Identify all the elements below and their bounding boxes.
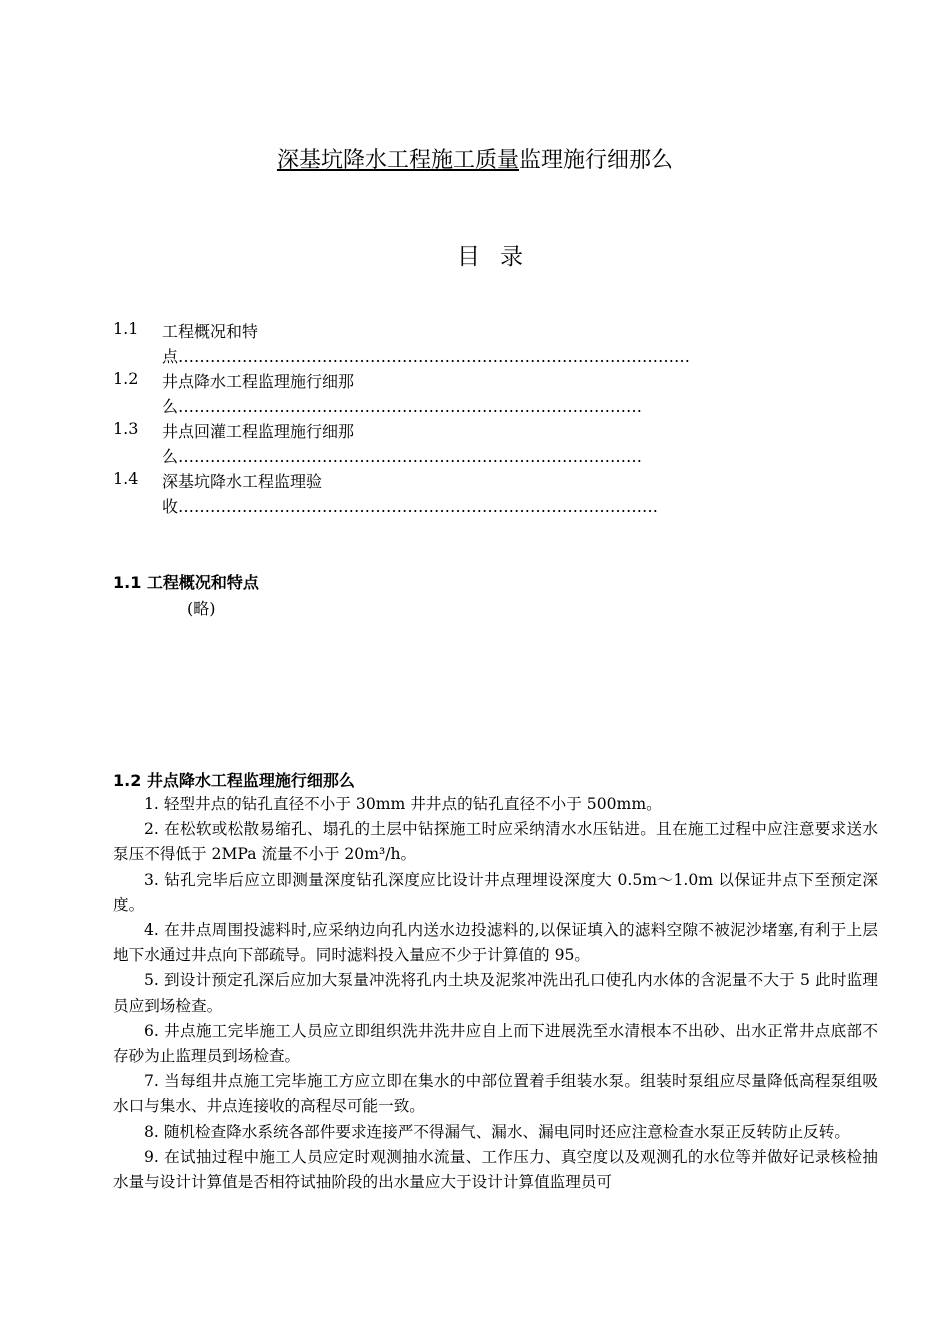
toc-item[interactable] xyxy=(113,369,833,419)
paragraph: 6. 井点施工完毕施工人员应立即组织洗井洗井应自上而下进展洗至水清根本不出砂、出水正常井点底部不存砂为止监理员到场检查。 xyxy=(113,1021,878,1066)
paragraph: 7. 当每组井点施工完毕施工方应立即在集水的中部位置着手组装水泵。组装时泵组应尽量降低高程泵组吸水口与集水、井点连接收的高程尽可能一致。 xyxy=(113,1072,878,1116)
toc-item-number: 1.3 xyxy=(113,419,139,438)
toc-item-leader xyxy=(162,444,642,467)
paragraph: 1. 轻型井点的钻孔直径不小于 30mm 井井点的钻孔直径不小于 500mm。 xyxy=(144,795,662,813)
toc-item-dots: ……………………………………………………………………………… xyxy=(178,497,659,516)
toc-item-number: 1.1 xyxy=(113,319,139,338)
toc-item-leader xyxy=(162,494,658,517)
section-body xyxy=(113,792,878,1195)
paragraph: 8. 随机检查降水系统各部件要求连接严不得漏气、漏水、漏电同时还应注意检查水泵正反转防止反转。 xyxy=(144,1122,850,1141)
table-of-contents xyxy=(113,319,833,519)
toc-item-dots: …………………………………………………………………………… xyxy=(178,397,643,416)
toc-item-text-tail: 点 xyxy=(162,347,179,366)
toc-item[interactable] xyxy=(113,319,833,369)
document-title xyxy=(0,143,950,174)
section-heading-1-1: 1.1 工程概况和特点 xyxy=(113,573,259,592)
toc-item-number: 1.2 xyxy=(113,369,139,388)
toc-item[interactable] xyxy=(113,419,833,469)
toc-item-leader xyxy=(162,344,690,367)
title-rest-part: 监理施行细那么 xyxy=(519,148,674,173)
paragraph: 2. 在松软或松散易缩孔、塌孔的土层中钻探施工时应采纳清水水压钻进。且在施工过程中应注意要求送水泵压不得低于 2MPa 流量不小于 20m³/h。 xyxy=(113,820,878,864)
paragraph: 4. 在井点周围投滤料时,应采纳边向孔内送水边投滤料的,以保证填入的滤料空隙不被泥沙堵塞,有利于上层地下水通过井点向下部疏导。同时滤料投入量应不少于计算值的 95。 xyxy=(113,921,878,965)
paragraph: 9. 在试抽过程中施工人员应定时观测抽水流量、工作压力、真空度以及观测孔的水位等并做好记录核检抽水量与设计计算值是否相符试抽阶段的出水量应大于设计计算值监理员可 xyxy=(113,1147,878,1192)
toc-item-text: 井点回灌工程监理施行细那 xyxy=(162,422,355,441)
paragraph: 5. 到设计预定孔深后应加大泵量冲洗将孔内土块及泥浆冲洗出孔口使孔内水体的含泥量不大于 5 此时监理员应到场检查。 xyxy=(113,971,878,1015)
toc-title: 目录 xyxy=(457,244,543,270)
paragraph: 3. 钻孔完毕后应立即测量深度钻孔深度应比设计井点理埋设深度大 0.5m～1.0m 以保证井点下至预定深度。 xyxy=(113,870,878,914)
toc-item-text: 井点降水工程监理施行细那 xyxy=(162,372,355,391)
toc-item[interactable] xyxy=(113,469,833,519)
toc-item-text-tail: 收 xyxy=(162,497,179,516)
toc-item-dots: …………………………………………………………………………… xyxy=(178,447,643,466)
title-underlined-part: 深基坑降水工程施工质量 xyxy=(276,148,519,173)
toc-item-text-tail: 么 xyxy=(162,447,179,466)
toc-item-dots: …………………………………………………………………………………… xyxy=(178,347,691,366)
toc-item-leader xyxy=(162,394,642,417)
toc-item-text: 工程概况和特 xyxy=(162,322,259,341)
toc-item-text-tail: 么 xyxy=(162,397,179,416)
toc-item-number: 1.4 xyxy=(113,469,139,488)
toc-item-text: 深基坑降水工程监理验 xyxy=(162,472,323,491)
section-heading-1-2: 1.2 井点降水工程监理施行细那么 xyxy=(113,771,355,790)
section-note: (略) xyxy=(187,599,216,618)
